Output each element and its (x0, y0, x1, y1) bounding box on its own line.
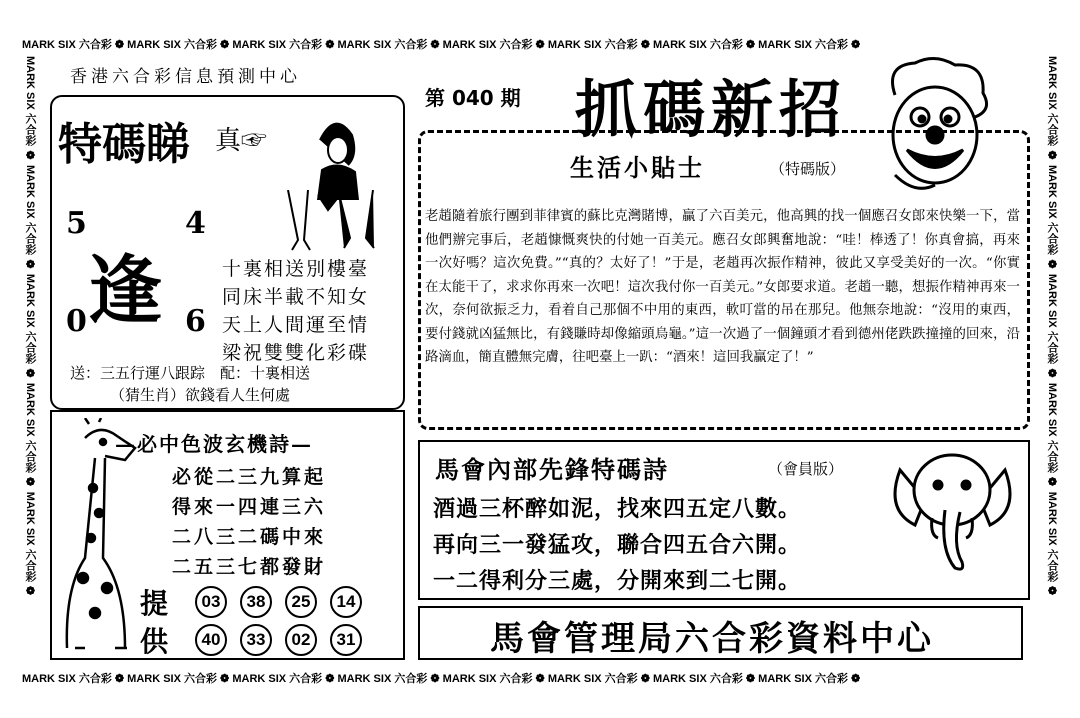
horse-poem-line: 酒過三杯醉如泥，找來四五定八數。 (433, 496, 802, 522)
elephant-illustration (880, 440, 1025, 575)
top-border-strip: MARK SIX 六合彩 ❁ MARK SIX 六合彩 ❁ MARK SIX 六合彩 ❁ MARK SIX 六合彩 ❁ MARK SIX 六合彩 ❁ MARK SIX 六合彩 ❁ MARK SIX 六合彩 ❁ MARK SIX 六合彩 ❁ (22, 39, 861, 51)
number-ball: 03 (195, 586, 227, 618)
provide-label-2: 供 (140, 625, 169, 658)
horse-poem-title: 馬會內部先鋒特碼詩 (435, 455, 669, 484)
tema-title: 特碼睇 (58, 119, 190, 170)
number-ball: 31 (330, 624, 362, 656)
provide-label-1: 提 (140, 587, 169, 620)
color-poem-line: 二八三二碼中來 (172, 526, 327, 548)
tema-poem-line: 十裏相送別樓臺 (222, 258, 370, 280)
color-poem-line: 得來一四連三六 (172, 496, 327, 518)
digit-top-right: 4 (185, 206, 206, 241)
number-ball: 14 (330, 586, 362, 618)
tema-poem-line: 同床半載不知女 (222, 286, 370, 308)
horse-poem-line: 再向三一發猛攻，聯合四五合六開。 (433, 532, 802, 558)
tema-big-character: 逢 (88, 248, 162, 334)
lady-illustration (300, 110, 370, 200)
legs-illustration (278, 190, 393, 252)
digit-top-left: 5 (66, 206, 87, 241)
tips-subtitle: （特碼版） (770, 160, 846, 178)
digit-bottom-right: 6 (185, 304, 206, 339)
number-ball: 40 (195, 624, 227, 656)
number-ball: 38 (240, 586, 272, 618)
right-border-strip: MARK SIX 六合彩 ❁ MARK SIX 六合彩 ❁ MARK SIX 六合彩 ❁ MARK SIX 六合彩 ❁ MARK SIX 六合彩 ❁ (1046, 56, 1058, 598)
color-poem-line: 二五三七都發財 (172, 556, 327, 578)
tips-title: 生活小貼士 (570, 153, 705, 182)
bottom-border-strip: MARK SIX 六合彩 ❁ MARK SIX 六合彩 ❁ MARK SIX 六合彩 ❁ MARK SIX 六合彩 ❁ MARK SIX 六合彩 ❁ MARK SIX 六合彩 ❁ MARK SIX 六合彩 ❁ MARK SIX 六合彩 ❁ (22, 673, 861, 685)
tema-poem-line: 梁祝雙雙化彩碟 (222, 342, 370, 364)
tips-story: 老趙隨着旅行團到菲律賓的蘇比克灣賭博，贏了六百美元，他高興的找一個應召女郎來快樂一下，當他們辦完事后，老趙慷慨爽快的付她一百美元。應召女郎興奮地說：“哇！棒透了！你真會搞，再來一次好嗎？這次免費。”“真的？太好了！”于是，老趙再次振作精神，彼此又享受美好的一次。“你實在太能干了，求求你再來一次吧！這次我付你一百美元。”女郎要求道。老趙一聽，想振作精神再來一次，奈何欲振乏力，看着自己那個不中用的東西，軟叮當的吊在那兒。他無奈地說：“沒用的東西，要付錢就凶猛無比，有錢賺時却像縮頭烏龜。”這一次過了一個鐘頭才看到德州佬跌跌撞撞的回來，沿路滴血，簡直體無完膚，往吧臺上一趴：“酒來！這回我贏定了！” (425, 209, 1020, 365)
color-poem-title: —必中色波玄機詩— (115, 432, 313, 456)
tema-poem-line: 天上人間運至情 (222, 314, 370, 336)
left-border-strip: MARK SIX 六合彩 ❁ MARK SIX 六合彩 ❁ MARK SIX 六合彩 ❁ MARK SIX 六合彩 ❁ MARK SIX 六合彩 ❁ (24, 56, 36, 598)
number-ball: 33 (240, 624, 272, 656)
number-ball: 25 (285, 586, 317, 618)
org-title: 香港六合彩信息預測中心 (70, 67, 301, 87)
horse-poem-subtitle: （會員版） (768, 460, 844, 478)
tema-ornament: 真☞ (215, 126, 268, 156)
guess-hint: （猜生肖）欲錢看人生何處 (110, 386, 291, 404)
digit-bottom-left: 0 (66, 304, 87, 339)
send-hint: 送：三五行運八跟踪 配：十裏相送 (70, 364, 311, 382)
main-title: 抓碼新招 (575, 73, 848, 146)
number-ball: 02 (285, 624, 317, 656)
color-poem-line: 必從二三九算起 (172, 466, 327, 488)
issue-number: 第 040 期 (425, 86, 521, 110)
footer-title: 馬會管理局六合彩資料中心 (490, 619, 934, 659)
horse-poem-line: 一二得利分三處，分開來到二七開。 (433, 568, 802, 594)
